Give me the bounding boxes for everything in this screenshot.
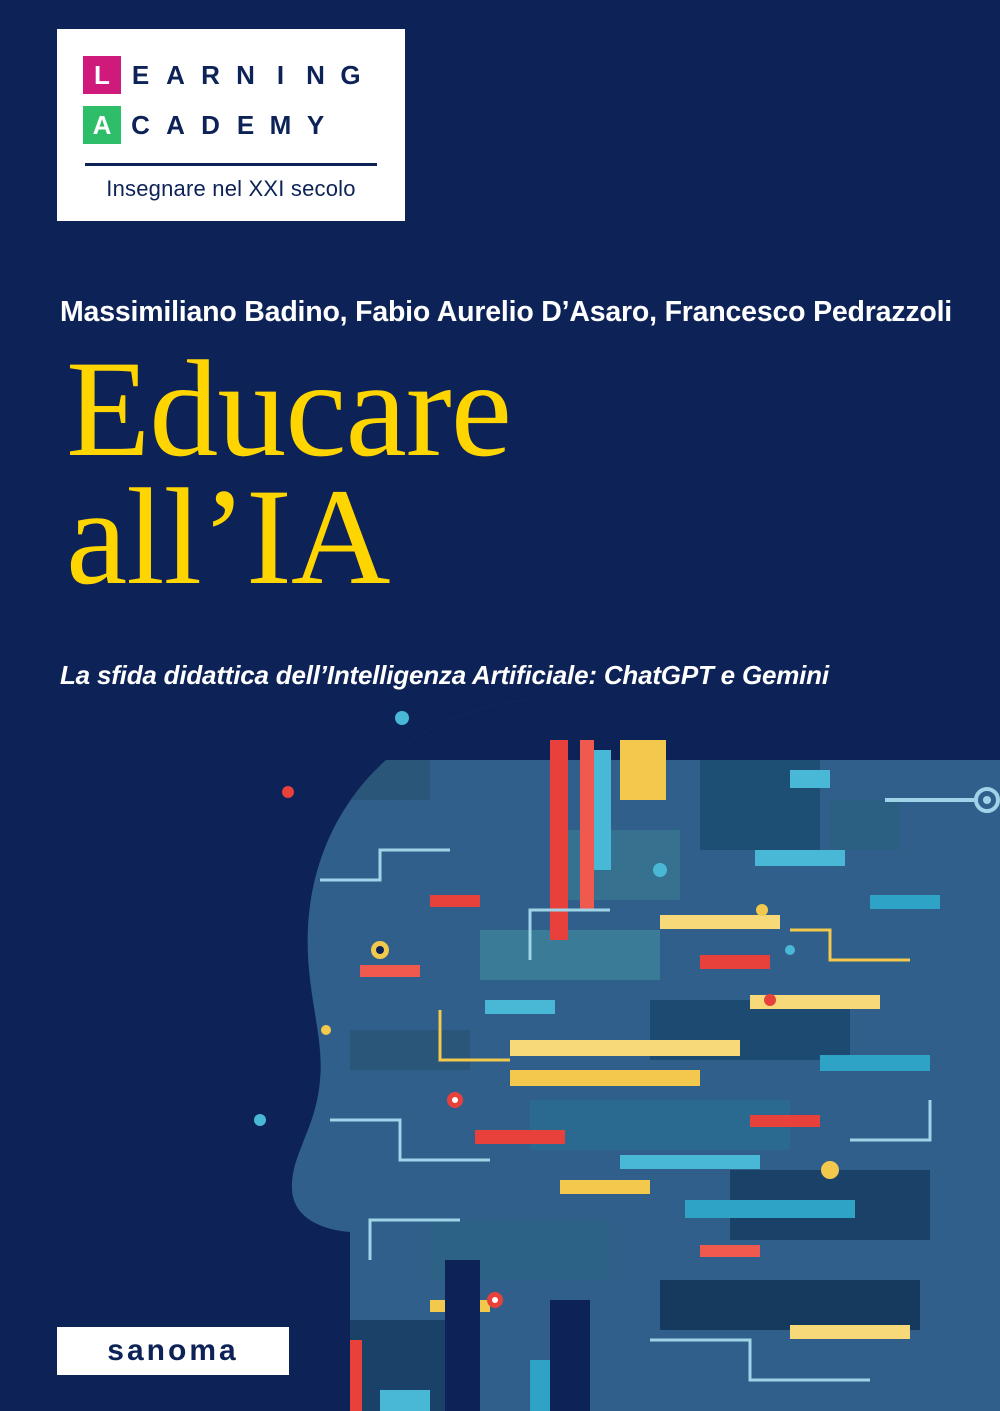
logo-wordmark-line-2 [83, 103, 379, 147]
logo-letter-e: E [131, 59, 151, 90]
book-subtitle: La sfida didattica dell’Intelligenza Artificiale: ChatGPT e Gemini [60, 660, 829, 690]
logo-wordmark-line-1 [83, 53, 379, 97]
logo-letter-y: Y [306, 109, 326, 140]
logo-letter-a1: A [166, 59, 186, 90]
logo-letter-box-l: L [83, 56, 121, 94]
logo-letter-box-a: A [83, 106, 121, 144]
logo-letter-n2: N [306, 59, 326, 90]
book-title-line-2: all’IA [66, 460, 390, 614]
learning-academy-logo [57, 29, 405, 221]
logo-letter-n1: N [236, 59, 256, 90]
logo-letter-c: C [131, 109, 151, 140]
logo-letter-r: R [201, 59, 221, 90]
publisher-name: sanoma [107, 1334, 239, 1367]
authors: Massimiliano Badino, Fabio Aurelio D’Asaro, Francesco Pedrazzoli [60, 296, 953, 328]
logo-letter-m: M [269, 109, 293, 140]
logo-letter-i: I [276, 59, 286, 90]
logo-divider [85, 163, 377, 166]
book-title-line-1: Educare [66, 332, 512, 485]
logo-tagline: Insegnare nel XXI secolo [106, 176, 356, 201]
book-title [66, 332, 966, 614]
head-silhouette-circuit-icon [230, 700, 1000, 1411]
logo-letter-e2: E [236, 109, 256, 140]
publisher-logo [57, 1327, 289, 1375]
logo-letter-a2: A [166, 109, 186, 140]
logo-letter-d: D [201, 109, 221, 140]
logo-letter-g: G [340, 59, 362, 90]
